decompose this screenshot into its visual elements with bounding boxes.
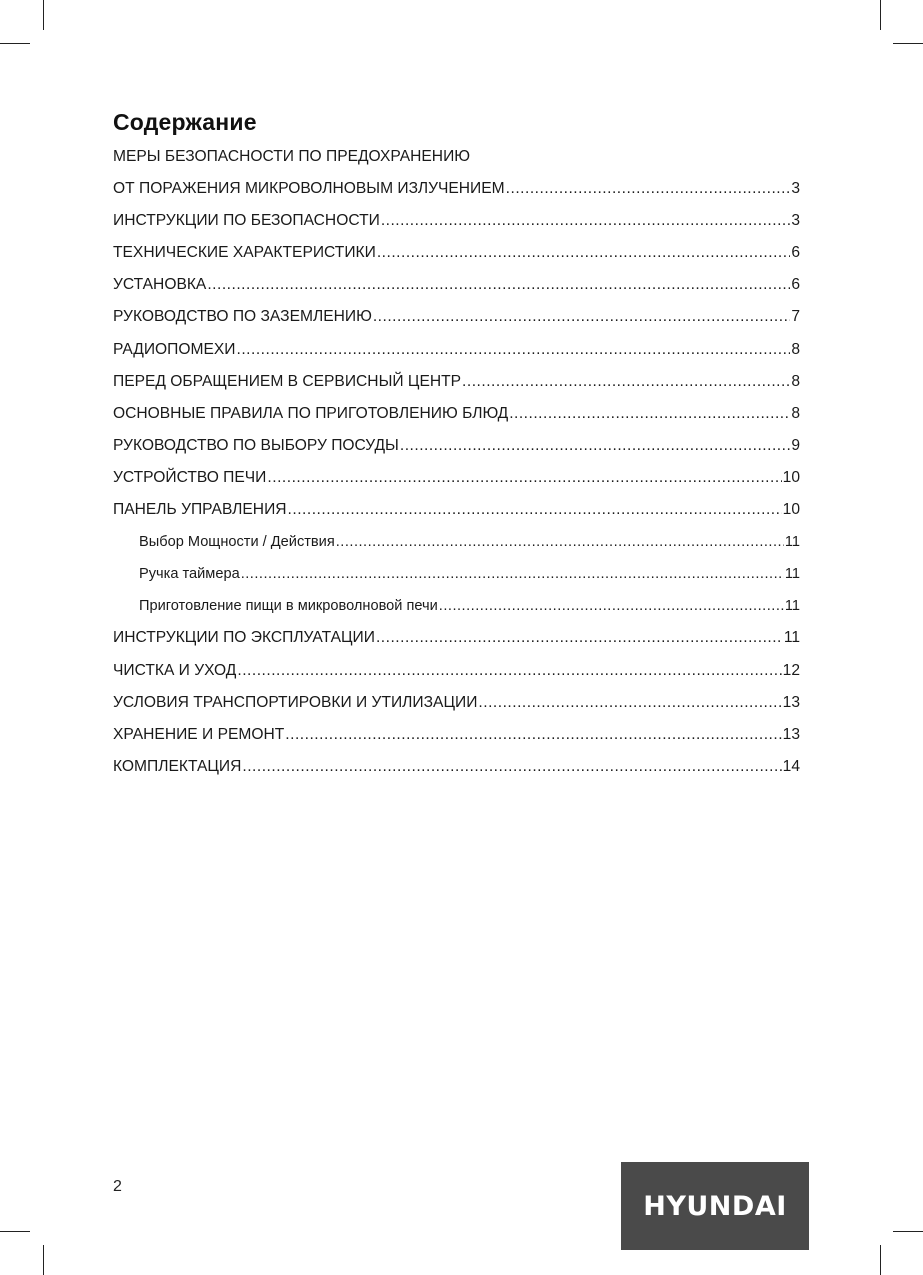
toc-subentry: [113, 563, 800, 595]
toc-entry-page: 11: [784, 598, 800, 615]
toc-entry-page: 8: [791, 372, 800, 390]
toc-entry: [113, 242, 800, 274]
toc-leader-dots: [381, 210, 791, 232]
toc-leader-dots: [400, 435, 790, 457]
toc-entry-page: 11: [784, 566, 800, 583]
toc-entry: [113, 146, 800, 178]
toc-entry: [113, 306, 800, 338]
toc-leader-dots: [462, 371, 790, 393]
toc-entry-label: Приготовление пищи в микроволновой печи: [139, 598, 438, 615]
toc-entry-page: 11: [784, 534, 800, 551]
toc-leader-dots: [336, 531, 784, 553]
toc-leader-dots: [288, 499, 782, 521]
toc-entry: [113, 467, 800, 499]
toc-leader-dots: [478, 692, 781, 714]
toc-entry-label: Выбор Мощности / Действия: [139, 534, 335, 551]
toc-leader-dots: [285, 724, 781, 746]
toc-entry-page: 14: [782, 757, 800, 775]
toc-entry: [113, 435, 800, 467]
toc-entry-label: ХРАНЕНИЕ И РЕМОНТ: [113, 725, 285, 743]
table-of-contents: [113, 146, 800, 788]
brand-logo: [621, 1162, 809, 1250]
toc-entry-page: 3: [791, 212, 800, 230]
toc-entry-page: 11: [783, 629, 800, 647]
toc-entry-label: МЕРЫ БЕЗОПАСНОСТИ ПО ПРЕДОХРАНЕНИЮ: [113, 148, 471, 165]
toc-leader-dots: [509, 403, 790, 425]
toc-entry: [113, 274, 800, 306]
crop-mark: [43, 0, 44, 30]
toc-entry: [113, 499, 800, 531]
toc-leader-dots: [373, 306, 790, 328]
toc-leader-dots: [506, 178, 791, 200]
toc-subentry: [113, 531, 800, 563]
toc-entry-label: ОСНОВНЫЕ ПРАВИЛА ПО ПРИГОТОВЛЕНИЮ БЛЮД: [113, 404, 509, 422]
toc-leader-dots: [241, 563, 784, 585]
crop-mark: [880, 0, 881, 30]
page-number: 2: [113, 1178, 122, 1195]
toc-entry-page: 8: [791, 404, 800, 422]
toc-entry-page: 12: [782, 661, 800, 679]
toc-entry-label: УСТАНОВКА: [113, 276, 207, 294]
toc-entry-label: ИНСТРУКЦИИ ПО БЕЗОПАСНОСТИ: [113, 212, 380, 230]
toc-entry-label: ИНСТРУКЦИИ ПО ЭКСПЛУАТАЦИИ: [113, 629, 375, 647]
toc-entry-page: 13: [782, 693, 800, 711]
toc-entry-page: 6: [791, 244, 800, 262]
toc-leader-dots: [267, 467, 781, 489]
toc-entry-label: РУКОВОДСТВО ПО ЗАЗЕМЛЕНИЮ: [113, 308, 372, 326]
crop-mark: [880, 1245, 881, 1275]
crop-mark: [893, 43, 923, 44]
toc-leader-dots: [242, 756, 781, 778]
toc-entry: [113, 178, 800, 210]
toc-leader-dots: [376, 627, 783, 649]
toc-entry-page: 8: [791, 340, 800, 358]
toc-entry-label: ЧИСТКА И УХОД: [113, 661, 237, 679]
toc-entry: [113, 403, 800, 435]
crop-mark: [893, 1231, 923, 1232]
toc-entry-label: Ручка таймера: [139, 566, 240, 583]
toc-leader-dots: [237, 660, 781, 682]
toc-entry-page: 3: [791, 180, 800, 198]
toc-entry: [113, 210, 800, 242]
toc-entry-page: 9: [791, 436, 800, 454]
toc-leader-dots: [377, 242, 790, 264]
toc-entry: [113, 627, 800, 659]
crop-mark: [0, 43, 30, 44]
toc-entry-label: УСЛОВИЯ ТРАНСПОРТИРОВКИ И УТИЛИЗАЦИИ: [113, 693, 478, 711]
crop-mark: [0, 1231, 30, 1232]
toc-leader-dots: [207, 274, 790, 296]
toc-leader-dots: [439, 595, 784, 617]
toc-subentry: [113, 595, 800, 627]
toc-entry-label: ОТ ПОРАЖЕНИЯ МИКРОВОЛНОВЫМ ИЗЛУЧЕНИЕМ: [113, 180, 505, 198]
toc-entry: [113, 756, 800, 788]
toc-entry-page: 10: [782, 501, 800, 519]
toc-entry: [113, 724, 800, 756]
toc-entry: [113, 371, 800, 403]
toc-entry-page: 7: [791, 308, 800, 326]
page-title: Содержание: [113, 109, 257, 135]
toc-entry-label: РУКОВОДСТВО ПО ВЫБОРУ ПОСУДЫ: [113, 436, 399, 454]
toc-entry-label: ТЕХНИЧЕСКИЕ ХАРАКТЕРИСТИКИ: [113, 244, 376, 262]
crop-mark: [43, 1245, 44, 1275]
toc-entry-label: РАДИОПОМЕХИ: [113, 340, 236, 358]
brand-logo-text: HYUNDAI: [643, 1190, 787, 1222]
toc-entry: [113, 660, 800, 692]
toc-entry-label: КОМПЛЕКТАЦИЯ: [113, 757, 242, 775]
toc-entry-label: УСТРОЙСТВО ПЕЧИ: [113, 468, 267, 486]
toc-entry-page: 10: [782, 468, 800, 486]
toc-entry-label: ПАНЕЛЬ УПРАВЛЕНИЯ: [113, 501, 287, 519]
toc-entry-page: 13: [782, 725, 800, 743]
toc-entry: [113, 692, 800, 724]
toc-entry: [113, 339, 800, 371]
toc-entry-label: ПЕРЕД ОБРАЩЕНИЕМ В СЕРВИСНЫЙ ЦЕНТР: [113, 372, 462, 390]
toc-leader-dots: [237, 339, 791, 361]
toc-entry-page: 6: [791, 276, 800, 294]
